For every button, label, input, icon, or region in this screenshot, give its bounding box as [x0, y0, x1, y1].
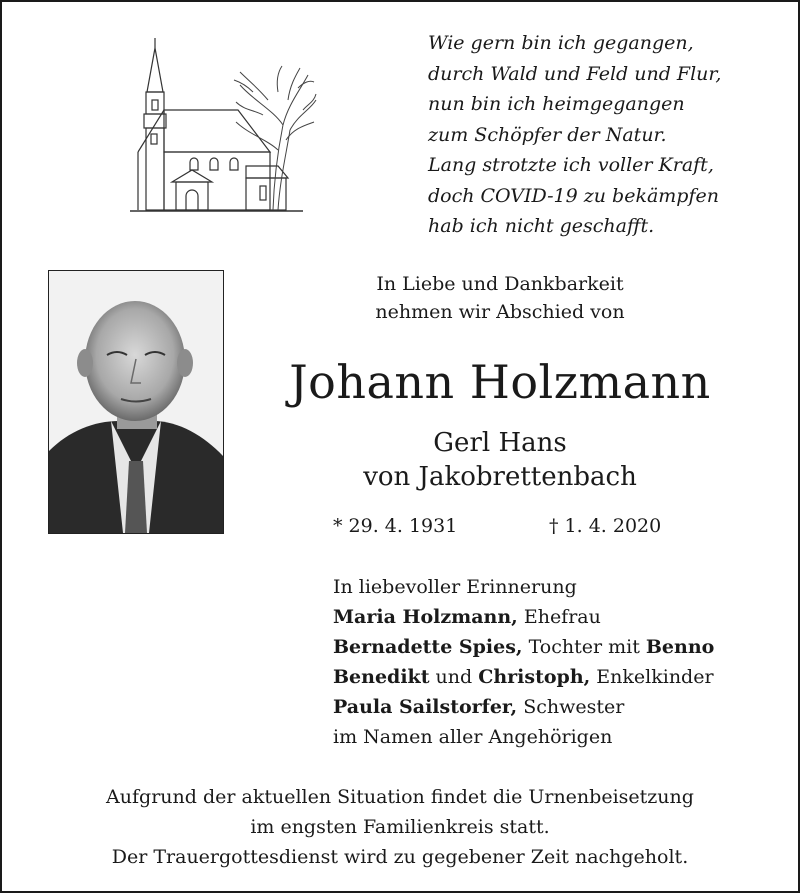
intro-text	[330, 270, 670, 326]
death-date: † 1. 4. 2020	[549, 515, 662, 537]
nickname: Gerl Hans	[433, 428, 567, 458]
family-line	[333, 692, 773, 722]
family-member-name: Benedikt	[333, 666, 430, 688]
family-list	[333, 572, 773, 752]
family-closing: im Namen aller Angehörigen	[333, 726, 613, 748]
notice-line: Aufgrund der aktuellen Situation findet die Urnenbeisetzung	[106, 786, 694, 808]
family-line	[333, 632, 773, 662]
funeral-notice	[40, 782, 760, 872]
poem-line: Lang strotzte ich voller Kraft,	[428, 154, 714, 176]
family-relation: Ehefrau	[517, 606, 601, 628]
poem	[428, 28, 788, 242]
poem-line: doch COVID-19 zu bekämpfen	[428, 184, 719, 207]
family-member-name: Christoph,	[478, 666, 591, 688]
poem-line: durch Wald und Feld und Flur,	[428, 62, 722, 85]
family-relation: Enkelkinder	[590, 666, 714, 688]
poem-line: hab ich nicht geschafft.	[428, 215, 655, 237]
family-member-name: Benno	[645, 636, 715, 658]
notice-line: Der Trauergottesdienst wird zu gegebener Zeit nachgeholt.	[111, 846, 689, 868]
church-illustration	[128, 30, 318, 215]
family-line	[333, 602, 773, 632]
deceased-nickname	[300, 426, 700, 494]
family-relation: Schwester	[517, 696, 625, 718]
poem-line: nun bin ich heimgegangen	[428, 93, 685, 115]
poem-line: zum Schöpfer der Natur.	[428, 123, 667, 146]
notice-line: im engsten Familienkreis statt.	[250, 816, 550, 838]
intro-line: nehmen wir Abschied von	[375, 301, 625, 323]
deceased-name: Johann Holzmann	[289, 355, 711, 409]
family-relation: Tochter mit	[522, 636, 646, 658]
origin: von Jakobrettenbach	[363, 462, 637, 492]
intro-line: In Liebe und Dankbarkeit	[376, 273, 624, 295]
family-member-name: Maria Holzmann,	[333, 606, 518, 628]
family-member-name: Bernadette Spies,	[333, 636, 523, 658]
family-connector: und	[429, 666, 479, 688]
birth-date: * 29. 4. 1931	[333, 515, 458, 537]
portrait-photo	[48, 270, 224, 534]
family-line	[333, 662, 773, 692]
poem-line: Wie gern bin ich gegangen,	[428, 32, 694, 54]
family-member-name: Paula Sailstorfer,	[333, 696, 518, 718]
family-heading: In liebevoller Erinnerung	[333, 576, 577, 598]
